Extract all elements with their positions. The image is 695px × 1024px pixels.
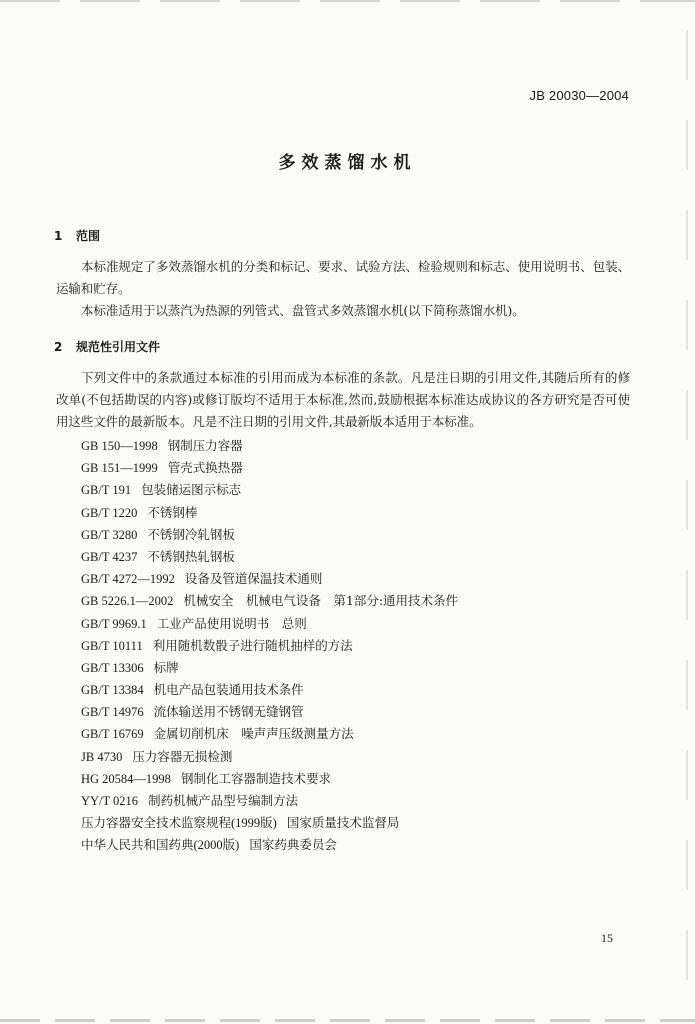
reference-item	[81, 635, 458, 657]
reference-item	[81, 746, 458, 768]
reference-title: 不锈钢棒	[147, 504, 198, 520]
reference-code: GB 5226.1—2002	[81, 594, 174, 609]
reference-code: GB/T 13306	[81, 660, 144, 675]
reference-item	[81, 546, 458, 568]
reference-title: 不锈钢热轧钢板	[147, 548, 235, 564]
reference-title: 利用随机数骰子进行随机抽样的方法	[152, 637, 353, 653]
reference-title: 不锈钢冷轧钢板	[147, 526, 235, 542]
reference-code: GB/T 1220	[81, 505, 138, 520]
scope-paragraph-1: 本标准规定了多效蒸馏水机的分类和标记、要求、试验方法、检验规则和标志、使用说明书、包装、运输和贮存。	[56, 259, 630, 296]
reference-item	[81, 812, 458, 834]
reference-title: 制药机械产品型号编制方法	[148, 793, 299, 808]
references-intro-paragraph: 下列文件中的条款通过本标准的引用而成为本标准的条款。凡是注日期的引用文件,其随后所有的修改单(不包括勘误的内容)或修订版均不适用于本标准,然而,鼓励根据本标准达成协议的各方研究是否可使用这些文件的最新版本。凡是不注日期的引用文件,其最新版本适用于本标准。	[56, 370, 630, 429]
reference-code: HG 20584—1998	[81, 771, 171, 786]
reference-item	[81, 768, 458, 790]
scan-edge-bottom	[0, 1019, 695, 1022]
reference-title: 流体输送用不锈钢无缝钢管	[153, 704, 304, 720]
reference-item	[81, 590, 458, 612]
section-heading-scope	[54, 227, 100, 244]
reference-item	[81, 723, 458, 745]
reference-title: 标牌	[153, 659, 179, 675]
reference-title: 包装储运图示标志	[141, 482, 242, 498]
reference-code: 中华人民共和国药典(2000版)	[81, 838, 240, 853]
reference-item	[81, 502, 458, 524]
reference-title: 机械安全 机械电气设备 第1部分:通用技术条件	[183, 593, 459, 609]
reference-item	[81, 568, 458, 590]
standard-code: JB 20030—2004	[529, 88, 629, 103]
reference-code: YY/T 0216	[81, 794, 139, 808]
reference-item	[81, 524, 458, 546]
reference-code: GB/T 9969.1	[81, 616, 147, 631]
reference-title: 工业产品使用说明书 总则	[156, 615, 307, 631]
scan-edge-top	[0, 0, 695, 2]
reference-title: 设备及管道保温技术通则	[184, 571, 323, 587]
section-number: 2	[54, 340, 63, 354]
reference-item	[81, 457, 458, 479]
reference-item	[81, 613, 458, 635]
reference-code: GB/T 191	[81, 483, 132, 498]
reference-title: 压力容器无损检测	[132, 748, 233, 764]
reference-title: 国家质量技术监督局	[286, 815, 400, 831]
reference-code: 压力容器安全技术监察规程(1999版)	[81, 816, 277, 831]
page-number: 15	[601, 931, 613, 945]
reference-list	[81, 435, 458, 857]
section-number: 1	[54, 229, 63, 243]
reference-code: GB/T 16769	[81, 727, 144, 742]
reference-code: GB/T 10111	[81, 638, 143, 653]
reference-item	[81, 834, 458, 856]
scan-edge-right	[686, 30, 688, 990]
reference-item	[81, 790, 458, 812]
reference-title: 机电产品包装通用技术条件	[153, 682, 304, 698]
reference-item	[81, 701, 458, 723]
reference-title: 国家药典委员会	[249, 837, 337, 853]
reference-code: GB 150—1998	[81, 439, 158, 453]
reference-title: 金属切削机床 噪声声压级测量方法	[153, 726, 354, 742]
reference-code: GB 151—1999	[81, 461, 158, 476]
document-title: 多效蒸馏水机	[278, 153, 417, 173]
section-title: 规范性引用文件	[76, 340, 161, 354]
reference-item	[81, 657, 458, 679]
reference-item	[81, 435, 458, 457]
reference-title: 钢制压力容器	[167, 438, 243, 453]
reference-code: GB/T 4237	[81, 549, 138, 564]
reference-code: GB/T 4272—1992	[81, 572, 175, 587]
reference-title: 钢制化工容器制造技术要求	[180, 770, 331, 786]
reference-code: GB/T 13384	[81, 683, 144, 698]
reference-code: JB 4730	[81, 749, 123, 764]
reference-item	[81, 479, 458, 501]
scope-paragraph-2: 本标准适用于以蒸汽为热源的列管式、盘管式多效蒸馏水机(以下简称蒸馏水机)。	[81, 303, 525, 318]
reference-code: GB/T 14976	[81, 705, 144, 720]
reference-title: 管壳式换热器	[167, 460, 243, 476]
reference-code: GB/T 3280	[81, 527, 138, 542]
section-heading-normative-references	[54, 338, 160, 355]
reference-item	[81, 679, 458, 701]
section-title: 范围	[76, 229, 101, 243]
